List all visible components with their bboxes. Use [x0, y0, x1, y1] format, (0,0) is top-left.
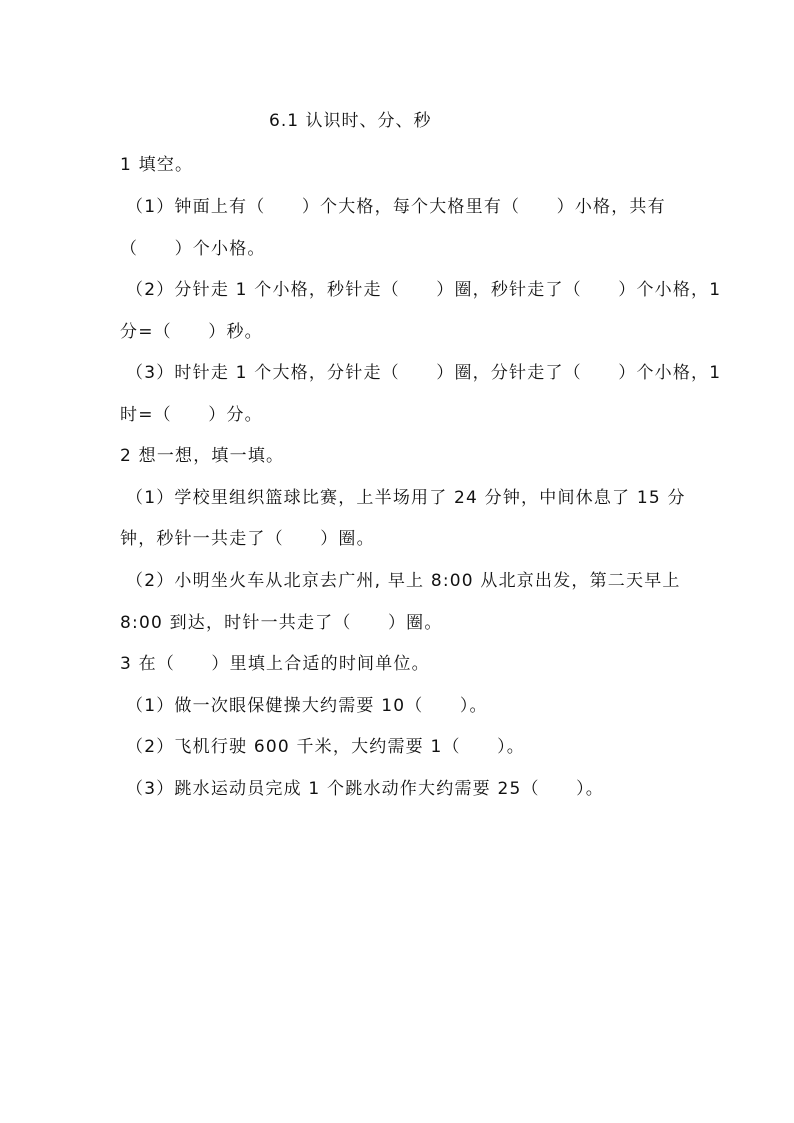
- question-line: （2）飞机行驶 600 千米，大约需要 1（ ）。: [126, 737, 525, 757]
- question-line: （1）钟面上有（ ）个大格，每个大格里有（ ）小格，共有: [126, 197, 666, 217]
- question-line: （2）小明坐火车从北京去广州, 早上 8:00 从北京出发，第二天早上: [126, 571, 681, 591]
- question-line: （1）学校里组织篮球比赛，上半场用了 24 分钟，中间休息了 15 分: [126, 488, 686, 508]
- question-line: 时=（ ）分。: [120, 405, 263, 425]
- question-line: （ ）个小格。: [120, 239, 266, 259]
- section-3-heading: 3 在（ ）里填上合适的时间单位。: [120, 654, 430, 674]
- question-line: 钟，秒针一共走了（ ）圈。: [120, 529, 375, 549]
- question-line: 分=（ ）秒。: [120, 322, 263, 342]
- question-line: 8:00 到达，时针一共走了（ ）圈。: [120, 613, 443, 633]
- question-line: （3）跳水运动员完成 1 个跳水动作大约需要 25（ ）。: [126, 779, 604, 799]
- section-1-heading: 1 填空。: [120, 155, 194, 175]
- page-title: 6.1 认识时、分、秒: [269, 111, 432, 131]
- question-line: （3）时针走 1 个大格，分针走（ ）圈，分针走了（ ）个小格，1: [126, 363, 722, 383]
- question-line: （2）分针走 1 个小格，秒针走（ ）圈，秒针走了（ ）个小格，1: [126, 280, 722, 300]
- section-2-heading: 2 想一想，填一填。: [120, 446, 285, 466]
- question-line: （1）做一次眼保健操大约需要 10（ ）。: [126, 696, 488, 716]
